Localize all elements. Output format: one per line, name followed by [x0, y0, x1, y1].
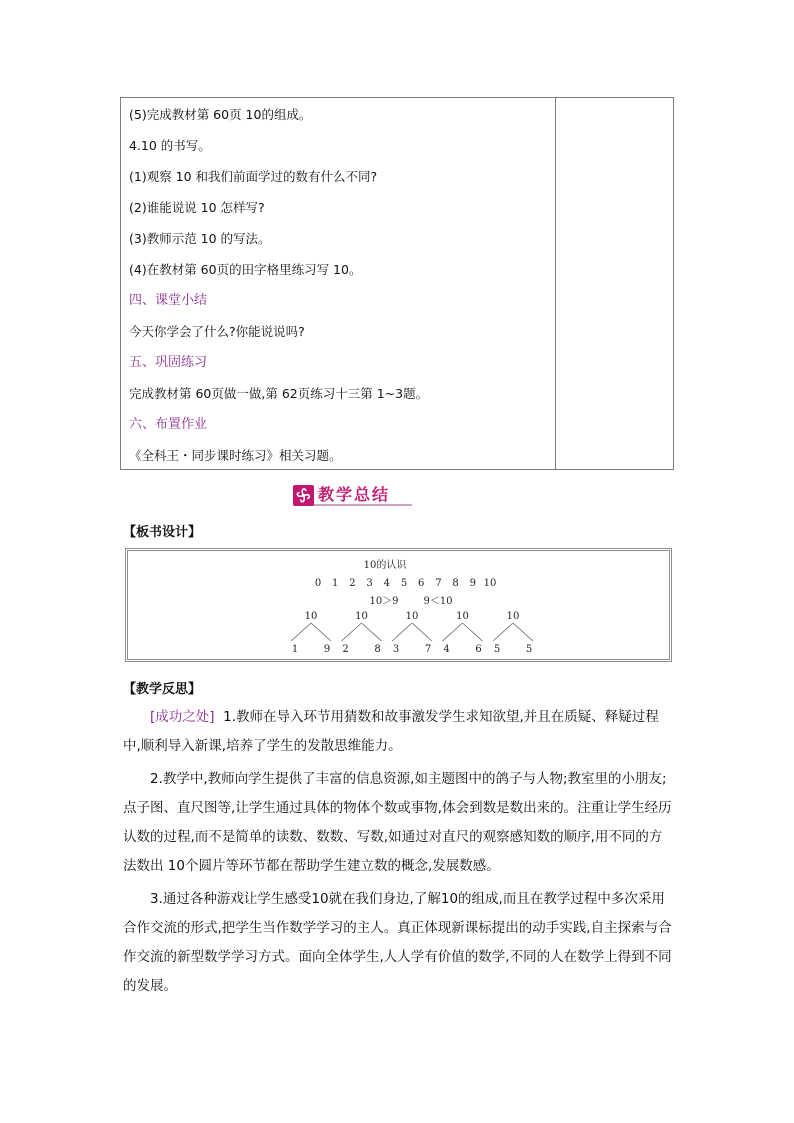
decomposition-top: 10 [355, 611, 368, 622]
decomposition-left: 1 [291, 644, 299, 655]
decomposition-branch-line [443, 623, 463, 641]
comparison-text: 9＜10 [423, 596, 453, 607]
number-line-item: 9 [469, 578, 476, 589]
decomposition-branch-line [392, 623, 412, 641]
banner-title: 教学总结 [318, 485, 391, 504]
number-line-item: 2 [349, 578, 356, 589]
lesson-line: 今天你学会了什么?你能说说吗? [129, 324, 305, 339]
lesson-line: (3)教师示范 10 的写法。 [129, 231, 271, 246]
decomposition-branch-line [362, 623, 382, 641]
number-line-item: 1 [332, 578, 339, 589]
decomposition-branch-line [513, 623, 533, 641]
decomposition-branch-line [342, 623, 362, 641]
lesson-line: (5)完成教材第 60页 10的组成。 [129, 107, 312, 122]
flower-logo-icon [293, 485, 314, 506]
decomposition-left: 3 [392, 644, 400, 655]
section-heading-summary: 四、课堂小结 [129, 293, 208, 308]
section-heading-practice: 五、巩固练习 [129, 355, 208, 370]
lesson-line: 完成教材第 60页做一做,第 62页练习十三第 1~3题。 [129, 386, 429, 401]
comparison-text: 10＞9 [369, 596, 399, 607]
number-line-item: 3 [366, 578, 373, 589]
reflection-text: 1.教师在导入环节用猜数和故事激发学生求知欲望,并且在质疑、释疑过程中,顺利导入新课,培养了学生的发散思维能力。 [123, 709, 659, 754]
decomposition-top: 10 [405, 611, 419, 622]
decomposition-right: 7 [424, 644, 432, 655]
reflection-label: 【教学反思】 [123, 682, 202, 697]
decomposition-right: 9 [323, 644, 331, 655]
lesson-line: (2)谁能说说 10 怎样写? [129, 200, 265, 215]
decomposition-top: 10 [506, 611, 520, 622]
teaching-summary-banner [291, 484, 412, 506]
decomposition-branch-line [412, 623, 432, 641]
number-line-item: 5 [400, 578, 408, 589]
lesson-line: 《全科王・同步课时练习》相关习题。 [129, 448, 342, 463]
success-lead: [成功之处] [150, 709, 215, 725]
decomposition-left: 2 [342, 644, 349, 655]
decomposition-left: 5 [493, 644, 501, 655]
number-line-item: 0 [314, 578, 322, 589]
reflection-paragraph-1 [123, 703, 673, 761]
section-heading-homework: 六、布置作业 [129, 417, 208, 432]
decomposition-branch-line [493, 623, 513, 641]
decomposition-top: 10 [456, 611, 469, 622]
decomposition-right: 8 [374, 644, 381, 655]
number-line-item: 4 [383, 578, 390, 589]
table-column-divider [555, 98, 556, 469]
decomposition-top: 10 [304, 611, 318, 622]
number-line-item: 7 [435, 578, 442, 589]
lesson-line: (4)在教材第 60页的田字格里练习写 10。 [129, 262, 362, 277]
lesson-line: 4.10 的书写。 [129, 138, 211, 153]
lesson-line: (1)观察 10 和我们前面学过的数有什么不同? [129, 169, 378, 184]
number-line-item: 8 [452, 578, 459, 589]
board-design-box [125, 548, 672, 662]
lesson-table [120, 97, 674, 470]
decomposition-right: 6 [475, 644, 482, 655]
decomposition-right: 5 [525, 644, 533, 655]
reflection-text: 3.通过各种游戏让学生感受10就在我们身边,了解10的组成,而且在教学过程中多次采用合作交流的形式,把学生当作数学学习的主人。真正体现新课标提出的动手实践,自主探索与合作交流的新型数学学习方式。面向全体学生,人人学有价值的数学,不同的人在数学上得到不同的发展。 [123, 891, 672, 994]
board-diagram [128, 551, 669, 659]
number-line-item: 10 [483, 578, 497, 589]
number-line-item: 6 [418, 578, 425, 589]
reflection-paragraph-3 [123, 885, 673, 1001]
reflection-paragraph-2 [123, 765, 673, 881]
board-title: 10的认识 [363, 560, 407, 571]
decomposition-branch-line [311, 623, 331, 641]
reflection-text: 2.教学中,教师向学生提供了丰富的信息资源,如主题图中的鸽子与人物;教室里的小朋友;点子图、直尺图等,让学生通过具体的物体个数或事物,体会到数是数出来的。注重让学生经历认数的过程,而不是简单的读数、数数、写数,如通过对直尺的观察感知数的顺序,用不同的方法数出 10个圆片等环节都在帮助学生建立数的概念,发展数感。 [123, 771, 672, 874]
decomposition-left: 4 [443, 644, 450, 655]
decomposition-branch-line [291, 623, 311, 641]
decomposition-branch-line [463, 623, 483, 641]
board-design-label: 【板书设计】 [123, 525, 202, 540]
